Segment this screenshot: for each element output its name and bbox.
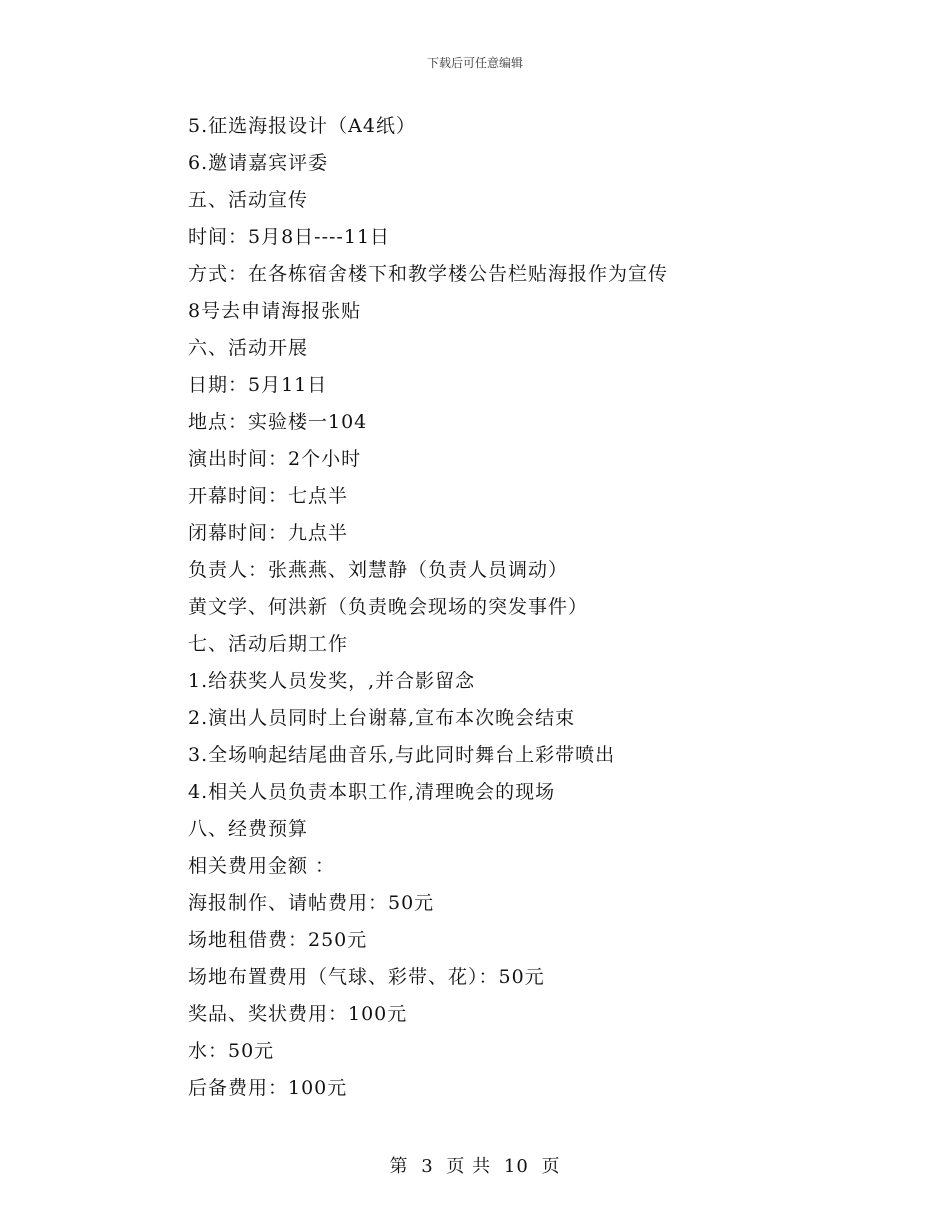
budget-item: 场地布置费用（气球、彩带、花）：50元 bbox=[188, 966, 545, 988]
text-line: 日期：5月11日 bbox=[188, 374, 328, 396]
budget-item: 场地租借费：250元 bbox=[188, 929, 368, 951]
footer-suffix: 页 bbox=[541, 1156, 561, 1177]
budget-item: 后备费用：100元 bbox=[188, 1077, 348, 1099]
page-header-note: 下载后可任意编辑 bbox=[426, 56, 523, 70]
text-line: 时间：5月8日----11日 bbox=[188, 226, 391, 248]
text-line: 负责人：张燕燕、刘慧静（负责人员调动） bbox=[188, 559, 569, 581]
section-heading: 七、活动后期工作 bbox=[188, 633, 349, 655]
section-heading: 八、经费预算 bbox=[188, 818, 309, 840]
text-line: 6.邀请嘉宾评委 bbox=[188, 152, 329, 174]
footer-middle: 页 共 bbox=[446, 1156, 492, 1177]
footer-prefix: 第 bbox=[389, 1156, 409, 1177]
text-line: 1.给获奖人员发奖，,并合影留念 bbox=[188, 670, 476, 692]
text-line: 5.征选海报设计（A4纸） bbox=[188, 115, 416, 137]
text-line: 2.演出人员同时上台谢幕,宣布本次晚会结束 bbox=[188, 707, 576, 729]
section-heading: 六、活动开展 bbox=[188, 337, 309, 359]
text-line: 相关费用金额 ： bbox=[188, 855, 336, 877]
text-line: 3.全场响起结尾曲音乐,与此同时舞台上彩带喷出 bbox=[188, 744, 616, 766]
text-line: 开幕时间：七点半 bbox=[188, 485, 349, 507]
budget-item: 海报制作、请帖费用：50元 bbox=[188, 892, 435, 914]
text-line: 黄文学、何洪新（负责晚会现场的突发事件） bbox=[188, 596, 589, 618]
text-line: 方式：在各栋宿舍楼下和教学楼公告栏贴海报作为宣传 bbox=[188, 263, 669, 285]
footer-total-pages: 10 bbox=[503, 1156, 529, 1177]
text-line: 地点：实验楼一104 bbox=[188, 411, 368, 433]
page-footer bbox=[0, 1152, 950, 1178]
budget-item: 奖品、奖状费用：100元 bbox=[188, 1003, 408, 1025]
text-line: 8号去申请海报张贴 bbox=[188, 300, 362, 322]
text-line: 4.相关人员负责本职工作,清理晚会的现场 bbox=[188, 781, 556, 803]
text-line: 演出时间：2个小时 bbox=[188, 448, 362, 470]
text-line: 闭幕时间：九点半 bbox=[188, 522, 349, 544]
document-body bbox=[188, 108, 888, 1107]
footer-page-number: 3 bbox=[421, 1156, 434, 1177]
budget-item: 水：50元 bbox=[188, 1040, 275, 1062]
section-heading: 五、活动宣传 bbox=[188, 189, 309, 211]
